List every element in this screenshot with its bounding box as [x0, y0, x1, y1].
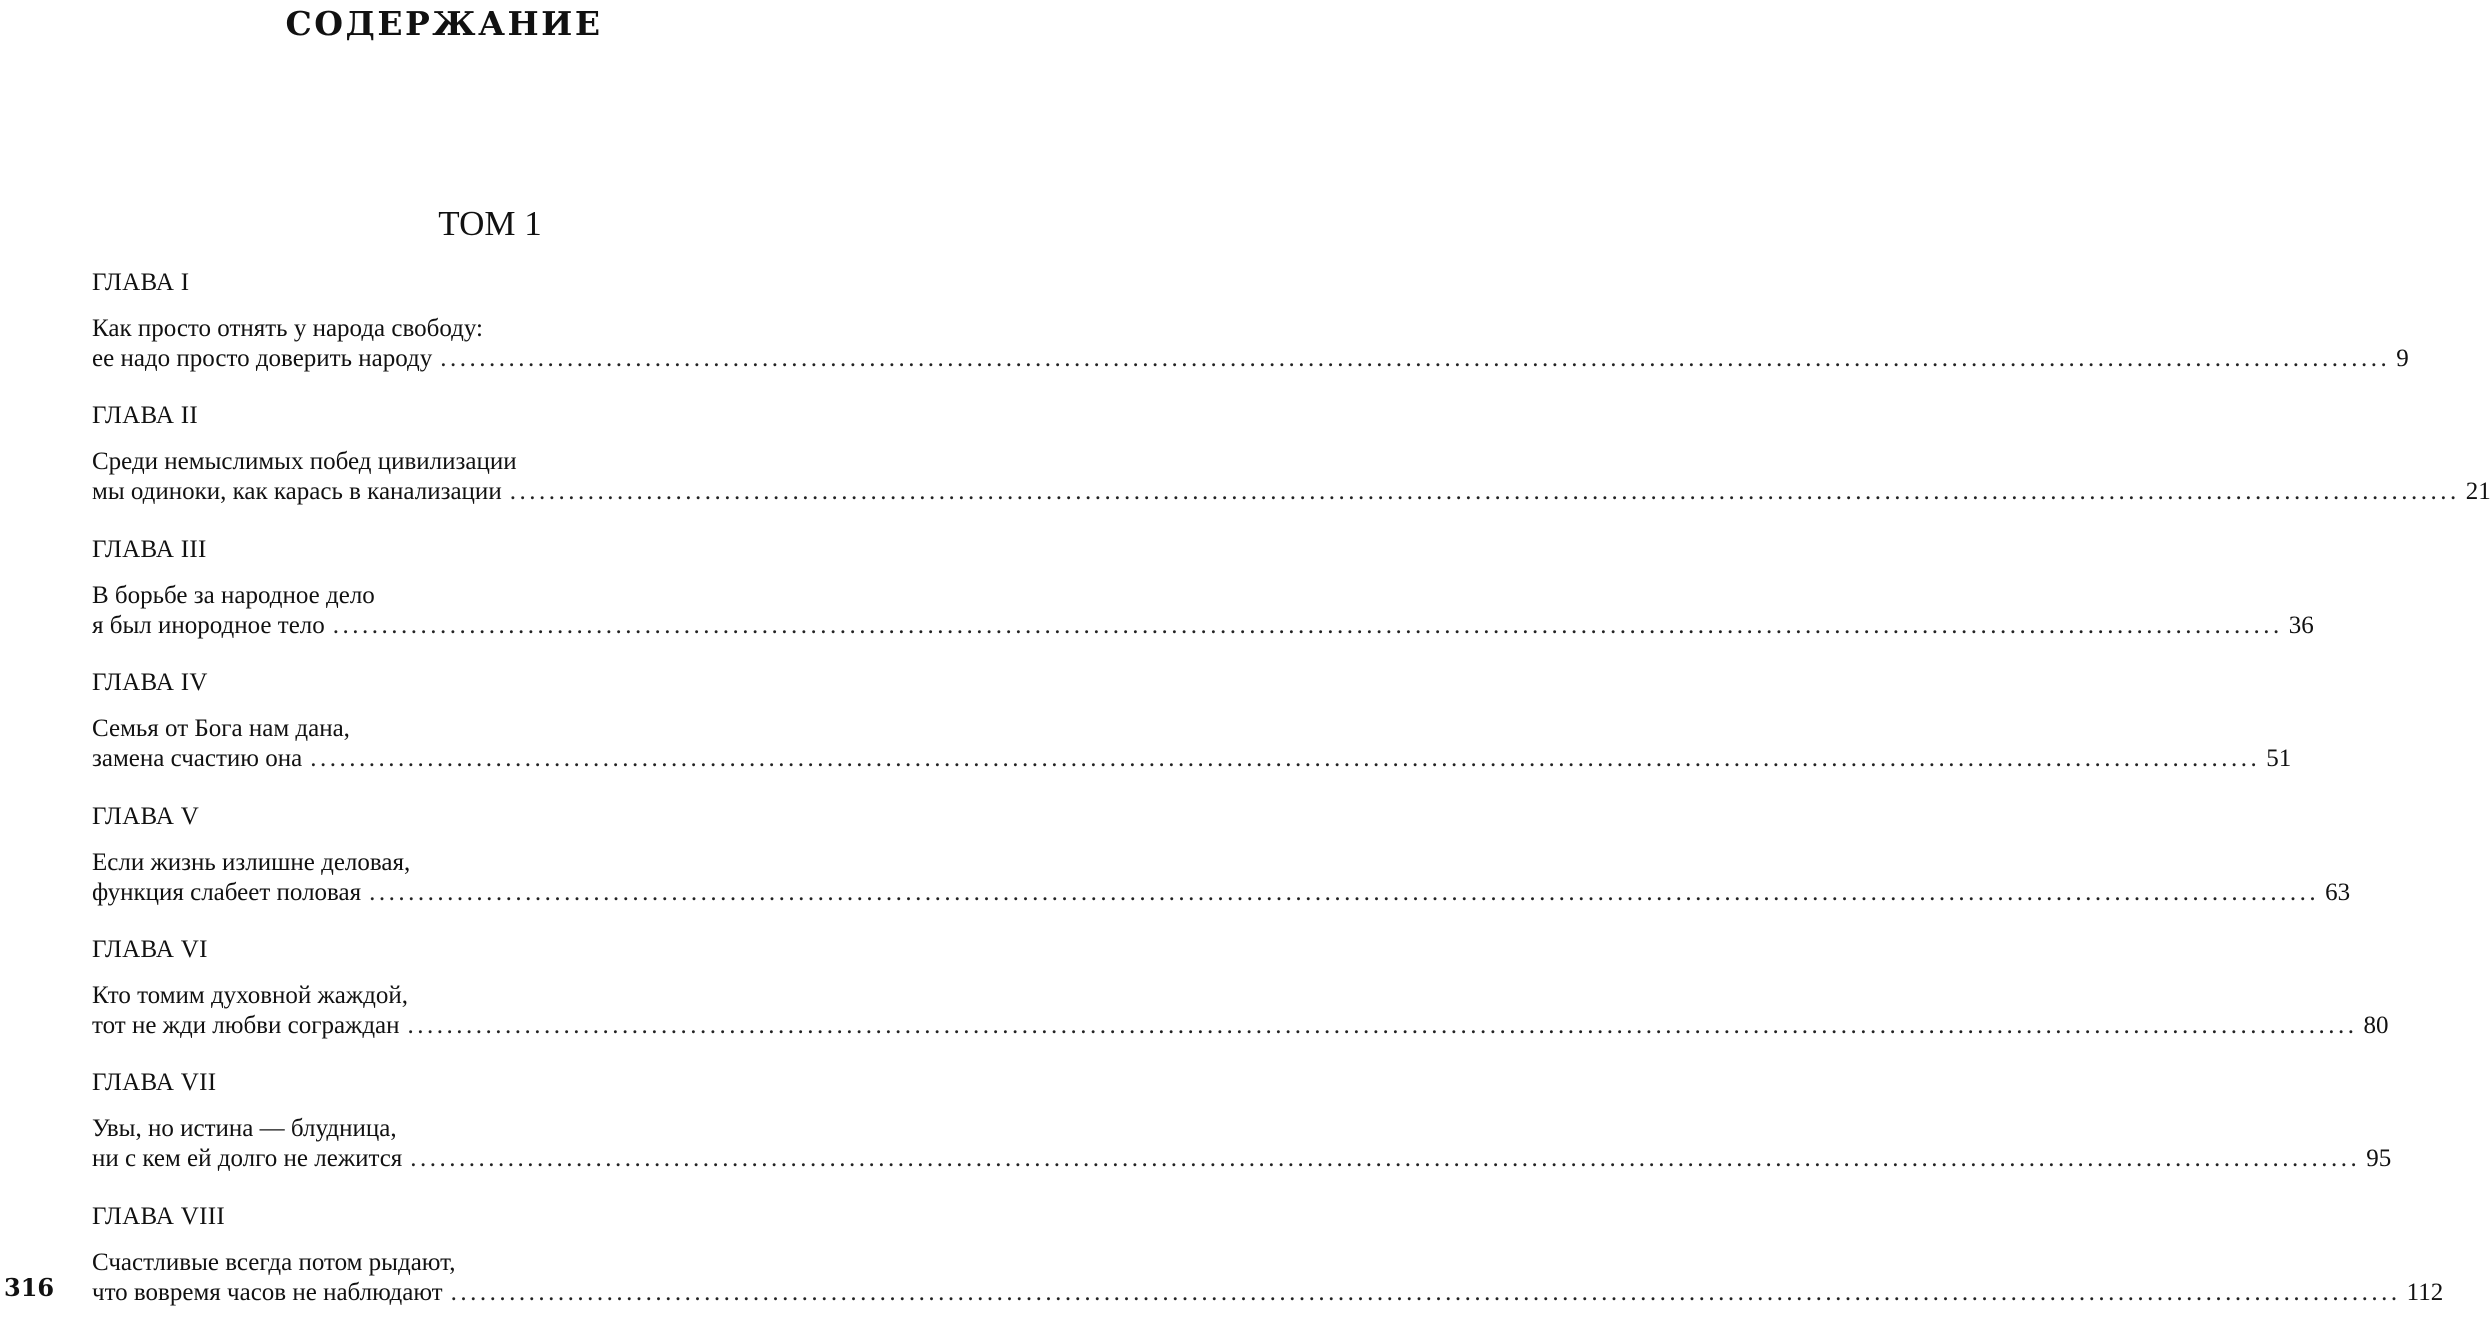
chapter-heading: ГЛАВА VII: [92, 1069, 217, 1097]
page-number: 21: [2465, 478, 2491, 506]
toc-entry-8[interactable]: [92, 1201, 2444, 1334]
chapter-title-line-2: тот не жди любви сограждан: [92, 1011, 400, 1039]
dot-leader: ........................................................................................................................................................................................................: [369, 878, 2320, 906]
chapter-title-line-1: Как просто отнять у народа свободу:: [92, 315, 483, 342]
chapter-title-line-2: мы одиноки, как карась в канализации: [92, 478, 502, 506]
chapter-heading: ГЛАВА VI: [92, 935, 208, 963]
toc-entry-1[interactable]: [92, 267, 2409, 400]
folio-page-number: 316: [4, 1273, 55, 1302]
page-number: 9: [2396, 345, 2409, 372]
chapter-title-line-2: я был инородное тело: [92, 611, 325, 639]
dot-leader: ........................................................................................................................................................................................................: [509, 478, 2460, 506]
page-number: 112: [2406, 1278, 2444, 1306]
page-number: 51: [2266, 745, 2292, 773]
dot-leader: ........................................................................................................................................................................................................: [407, 1011, 2358, 1039]
chapter-title-line-1: Среди немыслимых побед цивилизации: [92, 448, 517, 476]
page-title: СОДЕРЖАНИЕ: [285, 4, 603, 43]
chapter-heading: ГЛАВА V: [92, 802, 200, 830]
toc-entry-6[interactable]: [92, 934, 2389, 1067]
chapter-title-line-2: функция слабеет половая: [92, 878, 362, 906]
chapter-title-line-1: Счастливые всегда потом рыдают,: [92, 1248, 456, 1276]
toc-entry-4[interactable]: [92, 667, 2292, 800]
toc-entry-7[interactable]: [92, 1067, 2392, 1200]
chapter-heading: ГЛАВА IV: [92, 669, 208, 697]
chapter-heading: ГЛАВА II: [92, 402, 199, 430]
page-number: 63: [2325, 878, 2351, 906]
volume-title: ТОМ 1: [438, 204, 542, 243]
toc-entry-5[interactable]: [92, 801, 2351, 934]
chapter-title-line-1: Кто томим духовной жаждой,: [92, 981, 409, 1009]
chapter-title-line-1: Семья от Бога нам дана,: [92, 715, 350, 743]
dot-leader: ........................................................................................................................................................................................................: [450, 1278, 2401, 1306]
table-of-contents: [92, 267, 2491, 1334]
chapter-title-line-2: замена счастию она: [92, 745, 303, 773]
chapter-title-line-2: что вовремя часов не наблюдают: [92, 1278, 443, 1306]
chapter-title-line-2: ее надо просто доверить народу: [92, 345, 433, 372]
chapter-title-line-1: В борьбе за народное дело: [92, 581, 375, 609]
page-number: 36: [2288, 611, 2314, 639]
toc-entry-3[interactable]: [92, 534, 2314, 667]
chapter-title-line-2: ни с кем ей долго не лежится: [92, 1145, 403, 1173]
dot-leader: ........................................................................................................................................................................................................: [332, 611, 2283, 639]
chapter-heading: ГЛАВА VIII: [92, 1202, 226, 1230]
page-number: 80: [2363, 1011, 2389, 1039]
dot-leader: ........................................................................................................................................................................................................: [310, 745, 2261, 773]
chapter-heading: ГЛАВА I: [92, 269, 190, 296]
dot-leader: ........................................................................................................................................................................................................: [440, 345, 2391, 372]
chapter-heading: ГЛАВА III: [92, 535, 207, 563]
toc-entry-2[interactable]: [92, 400, 2491, 533]
chapter-title-line-1: Если жизнь излишне деловая,: [92, 848, 411, 876]
page-number: 95: [2366, 1145, 2392, 1173]
dot-leader: ........................................................................................................................................................................................................: [410, 1145, 2361, 1173]
chapter-title-line-1: Увы, но истина — блудница,: [92, 1115, 397, 1143]
